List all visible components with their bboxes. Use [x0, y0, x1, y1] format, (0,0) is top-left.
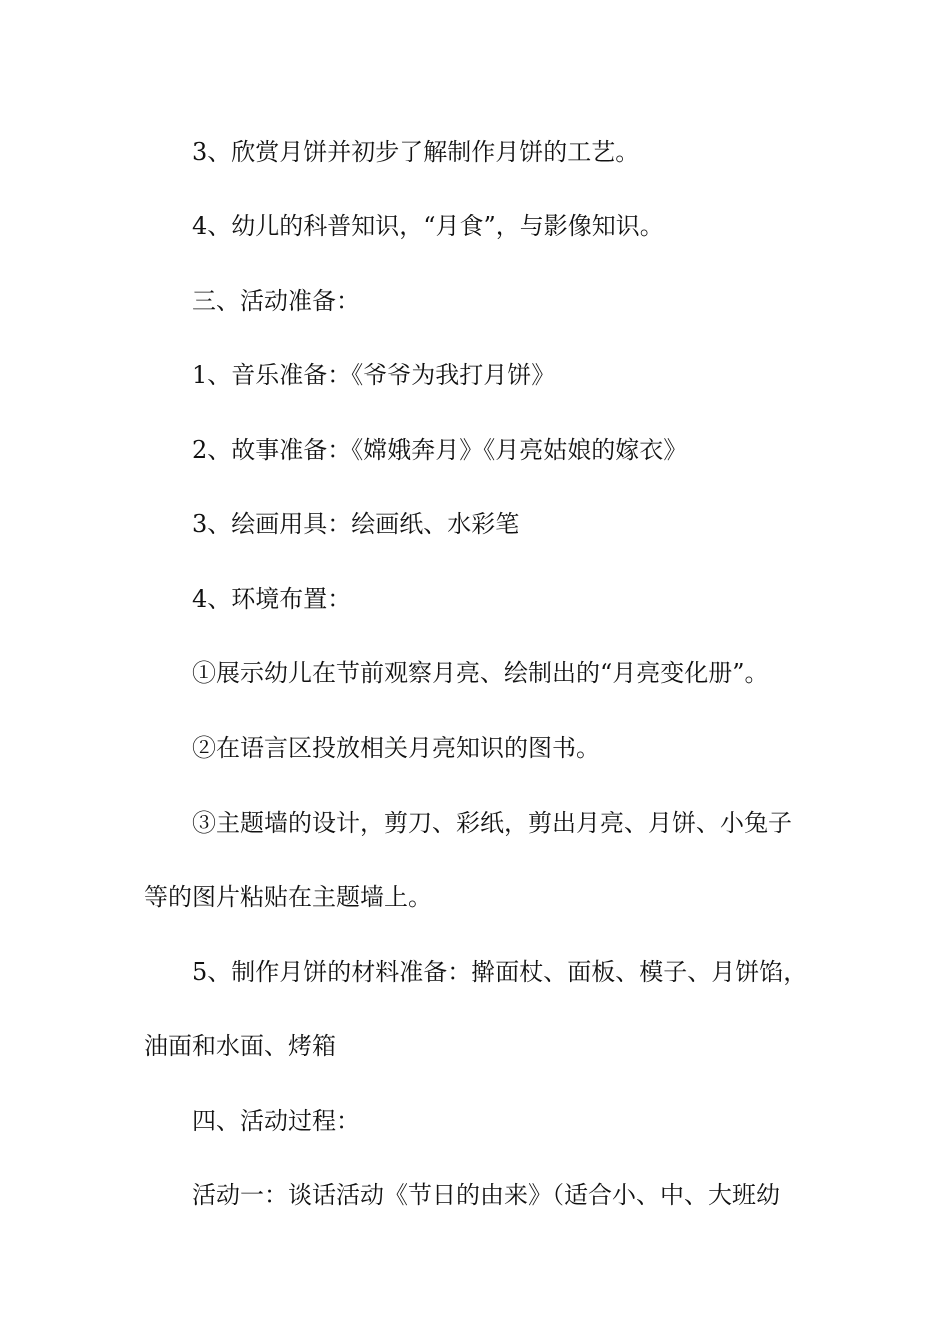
text-line-goal-4: 4、幼儿的科普知识，“月食”，与影像知识。	[192, 212, 664, 240]
text-line-drawing-tools: 3、绘画用具：绘画纸、水彩笔	[192, 510, 520, 538]
section-heading-preparation: 三、活动准备：	[192, 287, 360, 315]
section-heading-process: 四、活动过程：	[192, 1107, 360, 1135]
text-line-materials-cont: 油面和水面、烤箱	[144, 1032, 336, 1060]
text-line-goal-3: 3、欣赏月饼并初步了解制作月饼的工艺。	[192, 138, 640, 166]
text-line-music-prep: 1、音乐准备：《爷爷为我打月饼》	[192, 361, 556, 389]
text-line-activity-1: 活动一：谈话活动《节日的由来》（适合小、中、大班幼	[192, 1181, 780, 1209]
text-line-env-item-1: ①展示幼儿在节前观察月亮、绘制出的“月亮变化册”。	[192, 659, 769, 687]
text-line-env-item-3: ③主题墙的设计，剪刀、彩纸，剪出月亮、月饼、小兔子	[192, 809, 792, 837]
text-line-story-prep: 2、故事准备：《嫦娥奔月》《月亮姑娘的嫁衣》	[192, 436, 688, 464]
text-line-env-item-2: ②在语言区投放相关月亮知识的图书。	[192, 734, 600, 762]
text-line-env-item-3-cont: 等的图片粘贴在主题墙上。	[144, 883, 432, 911]
text-line-materials: 5、制作月饼的材料准备：擀面杖、面板、模子、月饼馅，	[192, 958, 808, 986]
text-line-environment: 4、环境布置：	[192, 585, 352, 613]
